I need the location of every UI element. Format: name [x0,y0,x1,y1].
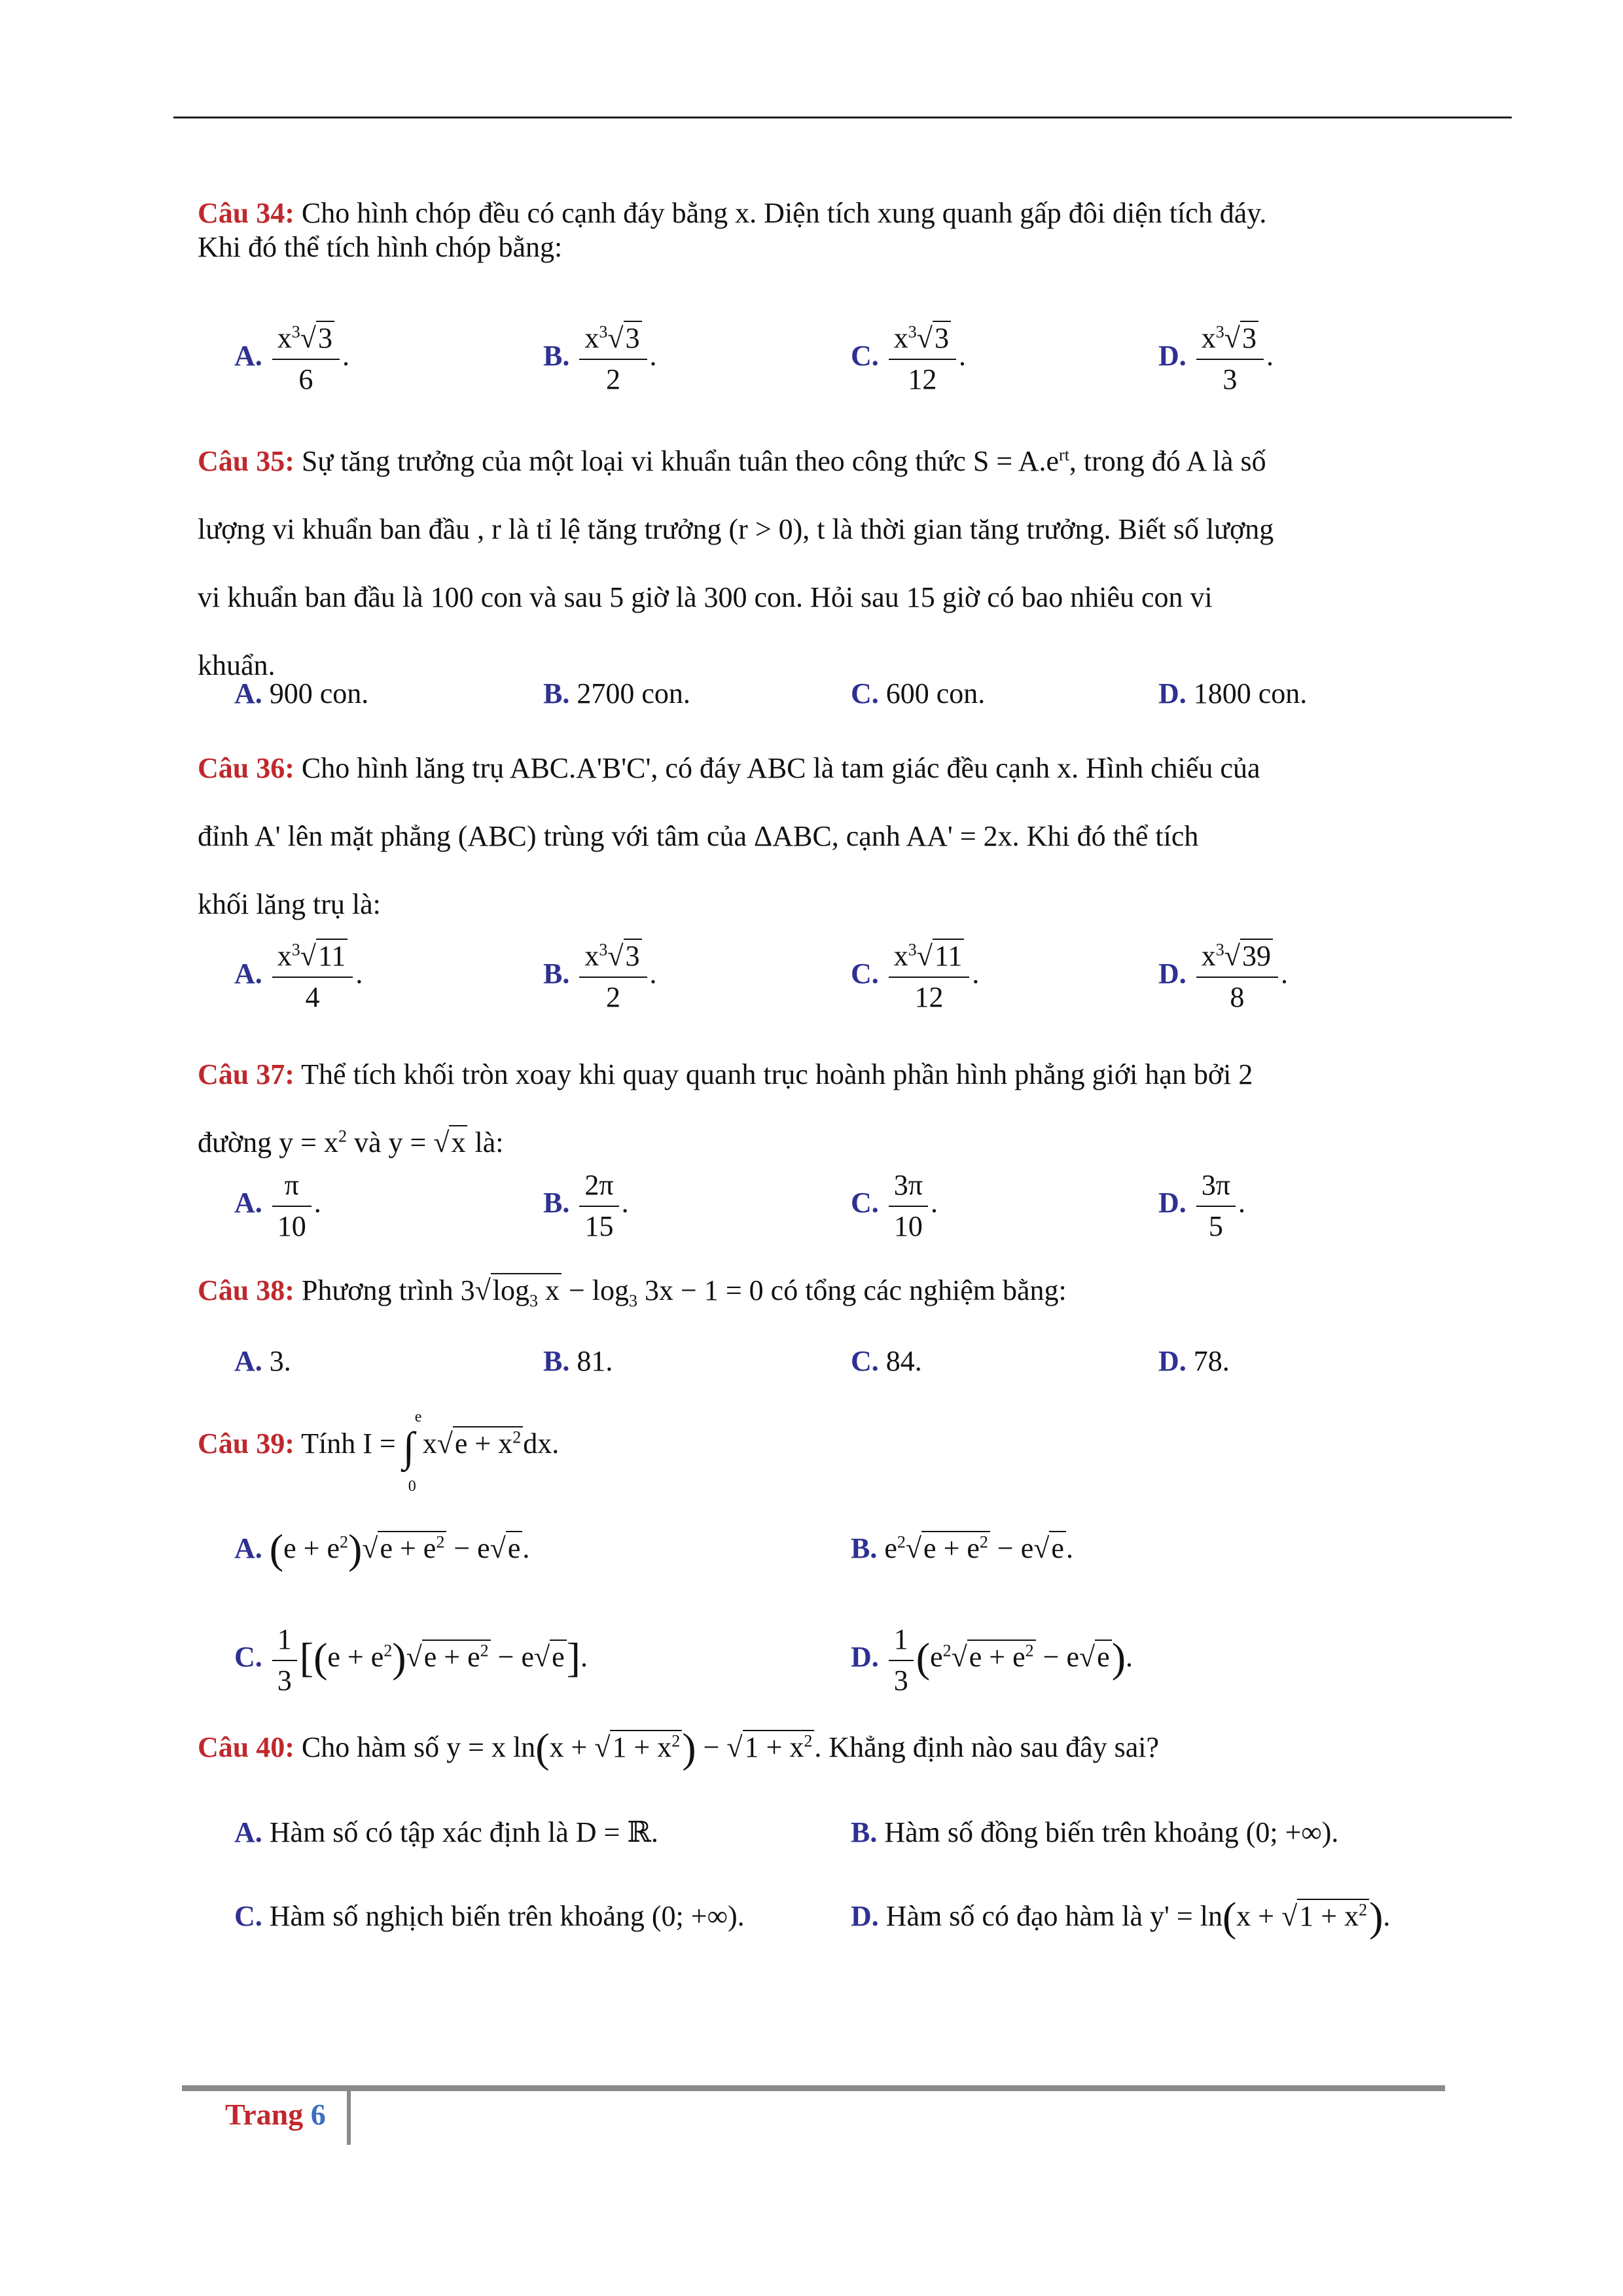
option-c[interactable]: C. $\frac{x^3√3}{12}$ . [851,318,966,399]
option-d[interactable]: D. $\frac{x^3√3}{3}$ . [1158,318,1274,399]
question-label: Câu 35: [198,445,294,477]
fraction: $\frac{x^3√11}{4}$ [272,936,353,1017]
option-a[interactable]: A. $(e + e^2)√e + e^2 - e√e$. [234,1526,530,1572]
fraction: $\frac{x^3√3}{2}$ [579,936,647,1017]
question-39: Câu 39: Tính I = ∫ e 0 $x√e + x^2dx$. [198,1408,560,1495]
question-label: Câu 36: [198,752,294,784]
question-label: Câu 40: [198,1731,294,1763]
option-c[interactable]: C. 84. [851,1345,922,1377]
fraction: $\frac{2\pi}{15}$ [579,1165,618,1246]
question-label: Câu 38: [198,1274,294,1306]
option-d[interactable]: D. 1800 con. [1158,677,1308,709]
option-b[interactable]: B. 81. [543,1345,613,1377]
fraction: $\frac{3\pi}{10}$ [889,1165,928,1246]
option-letter: D. [1158,340,1186,372]
option-letter: A. [234,340,262,372]
question-label: Câu 34: [198,197,294,229]
option-a[interactable]: A. Hàm số có tập xác định là D = ℝ. [234,1816,658,1848]
integral: I = ∫ e 0 $x√e + x^2dx$. [363,1408,560,1495]
fraction: $\frac{\pi}{10}$ [272,1165,312,1246]
option-c[interactable]: C. $\frac{x^3√11}{12}$ . [851,936,979,1017]
function-formula: y = x $\ln(x + √1 + x^2) - √1 + x^2$ [446,1731,814,1763]
option-b[interactable]: B. 2700 con. [543,677,690,709]
integral-sign: ∫ e 0 [402,1408,422,1495]
question-36: Câu 36: Cho hình lăng trụ ABC.A'B'C', có đáy ABC là tam giác đều cạnh x. Hình chiếu của đỉnh A' lên mặt phẳng (ABC) trùng với tâm của ΔABC, cạnh AA' = 2x. Khi đó thể tích khối lăng trụ là: [198,752,1260,920]
option-d[interactable]: D. Hàm số có đạo hàm là $y' = \ln(x + √1 + x^2)$. [851,1893,1391,1940]
option-a[interactable]: A. 3. [234,1345,291,1377]
question-text: Khi đó thể tích hình chóp bằng: [198,231,563,263]
curve-2: y = √x [388,1125,467,1158]
question-label: Câu 37: [198,1058,294,1090]
question-label: Câu 39: [198,1427,294,1460]
option-a[interactable]: A. $\frac{\pi}{10}$ . [234,1165,321,1246]
question-40: Câu 40: Cho hàm số y = x $\ln(x + √1 + x^2) - √1 + x^2$. Khẳng định nào sau đây sai? [198,1725,1160,1771]
footer-rule [182,2085,1445,2091]
option-a[interactable]: A. $\frac{x^3√3}{6}$ . [234,318,349,399]
option-b[interactable]: B. $\frac{x^3√3}{2}$ . [543,936,657,1017]
fraction: $\frac{3\pi}{5}$ [1196,1165,1236,1246]
option-d[interactable]: D. 78. [1158,1345,1230,1377]
fraction: $\frac{x^3√11}{12}$ [889,936,970,1017]
question-37: Câu 37: Thể tích khối tròn xoay khi quay quanh trục hoành phần hình phẳng giới hạn bởi 2 đường $y = x^2$ và y = √x là: [198,1058,1253,1158]
header-rule [173,117,1512,118]
question-35: Câu 35: Sự tăng trưởng của một loại vi khuẩn tuân theo công thức $S = A.e^{rt}$, trong đó A là số lượng vi khuẩn ban đầu , r là tỉ lệ tăng trưởng (r > 0), t là thời gian tăng trưởng. Biết số lượng vi khuẩn ban đầu là 100 con và sau 5 giờ là 300 con. Hỏi sau 15 giờ có bao nhiêu con vi khuẩn. [198,445,1274,681]
fraction: $\frac{x^3√39}{8}$ [1196,936,1278,1017]
option-letter: C. [851,340,879,372]
option-b[interactable]: B. $\frac{x^3√3}{2}$ . [543,318,657,399]
option-letter: B. [543,340,570,372]
option-b[interactable]: B. $e^2√e + e^2 - e√e$. [851,1532,1073,1564]
growth-formula: $S = A.e^{rt}$ [972,445,1069,477]
option-a[interactable]: A. 900 con. [234,677,369,709]
option-b[interactable]: B. $\frac{2\pi}{15}$ . [543,1165,629,1246]
question-34 [198,196,1441,264]
option-c[interactable]: C. $\frac{3\pi}{10}$ . [851,1165,938,1246]
option-a[interactable]: A. $\frac{x^3√11}{4}$ . [234,936,363,1017]
fraction: $\frac{x^3√3}{2}$ [579,318,647,399]
fraction: $\frac{x^3√3}{3}$ [1196,318,1264,399]
equation: $3√\log_3$ $x - \log_3 3x - 1 = 0$ [460,1274,764,1310]
page-number: Trang 6 [225,2098,326,2131]
option-c[interactable]: C. 600 con. [851,677,986,709]
fraction: $\frac{x^3√3}{6}$ [272,318,340,399]
footer-divider [347,2091,351,2145]
option-c[interactable]: C. Hàm số nghịch biến trên khoảng (0; +∞). [234,1900,745,1932]
curve-1: $y = x^2$ [279,1126,347,1158]
option-d[interactable]: D. $\frac{3\pi}{5}$ . [1158,1165,1245,1246]
option-b[interactable]: B. Hàm số đồng biến trên khoảng (0; +∞). [851,1816,1339,1848]
fraction: $\frac{x^3√3}{12}$ [889,318,956,399]
question-text: Cho hình chóp đều có cạnh đáy bằng x. Diện tích xung quanh gấp đôi diện tích đáy. [301,197,1267,229]
question-38: Câu 38: Phương trình $3√\log_3$ $x - \log_3 3x - 1 = 0$ có tổng các nghiệm bằng: [198,1274,1067,1310]
option-c[interactable]: C. $\frac{1}{3}$ $[(e + e^2)√e + e^2 - e√e]$. [234,1619,588,1700]
option-d[interactable]: D. $\frac{1}{3}$ $(e^2√e + e^2 - e√e)$. [851,1619,1133,1700]
option-d[interactable]: D. $\frac{x^3√39}{8}$ . [1158,936,1288,1017]
